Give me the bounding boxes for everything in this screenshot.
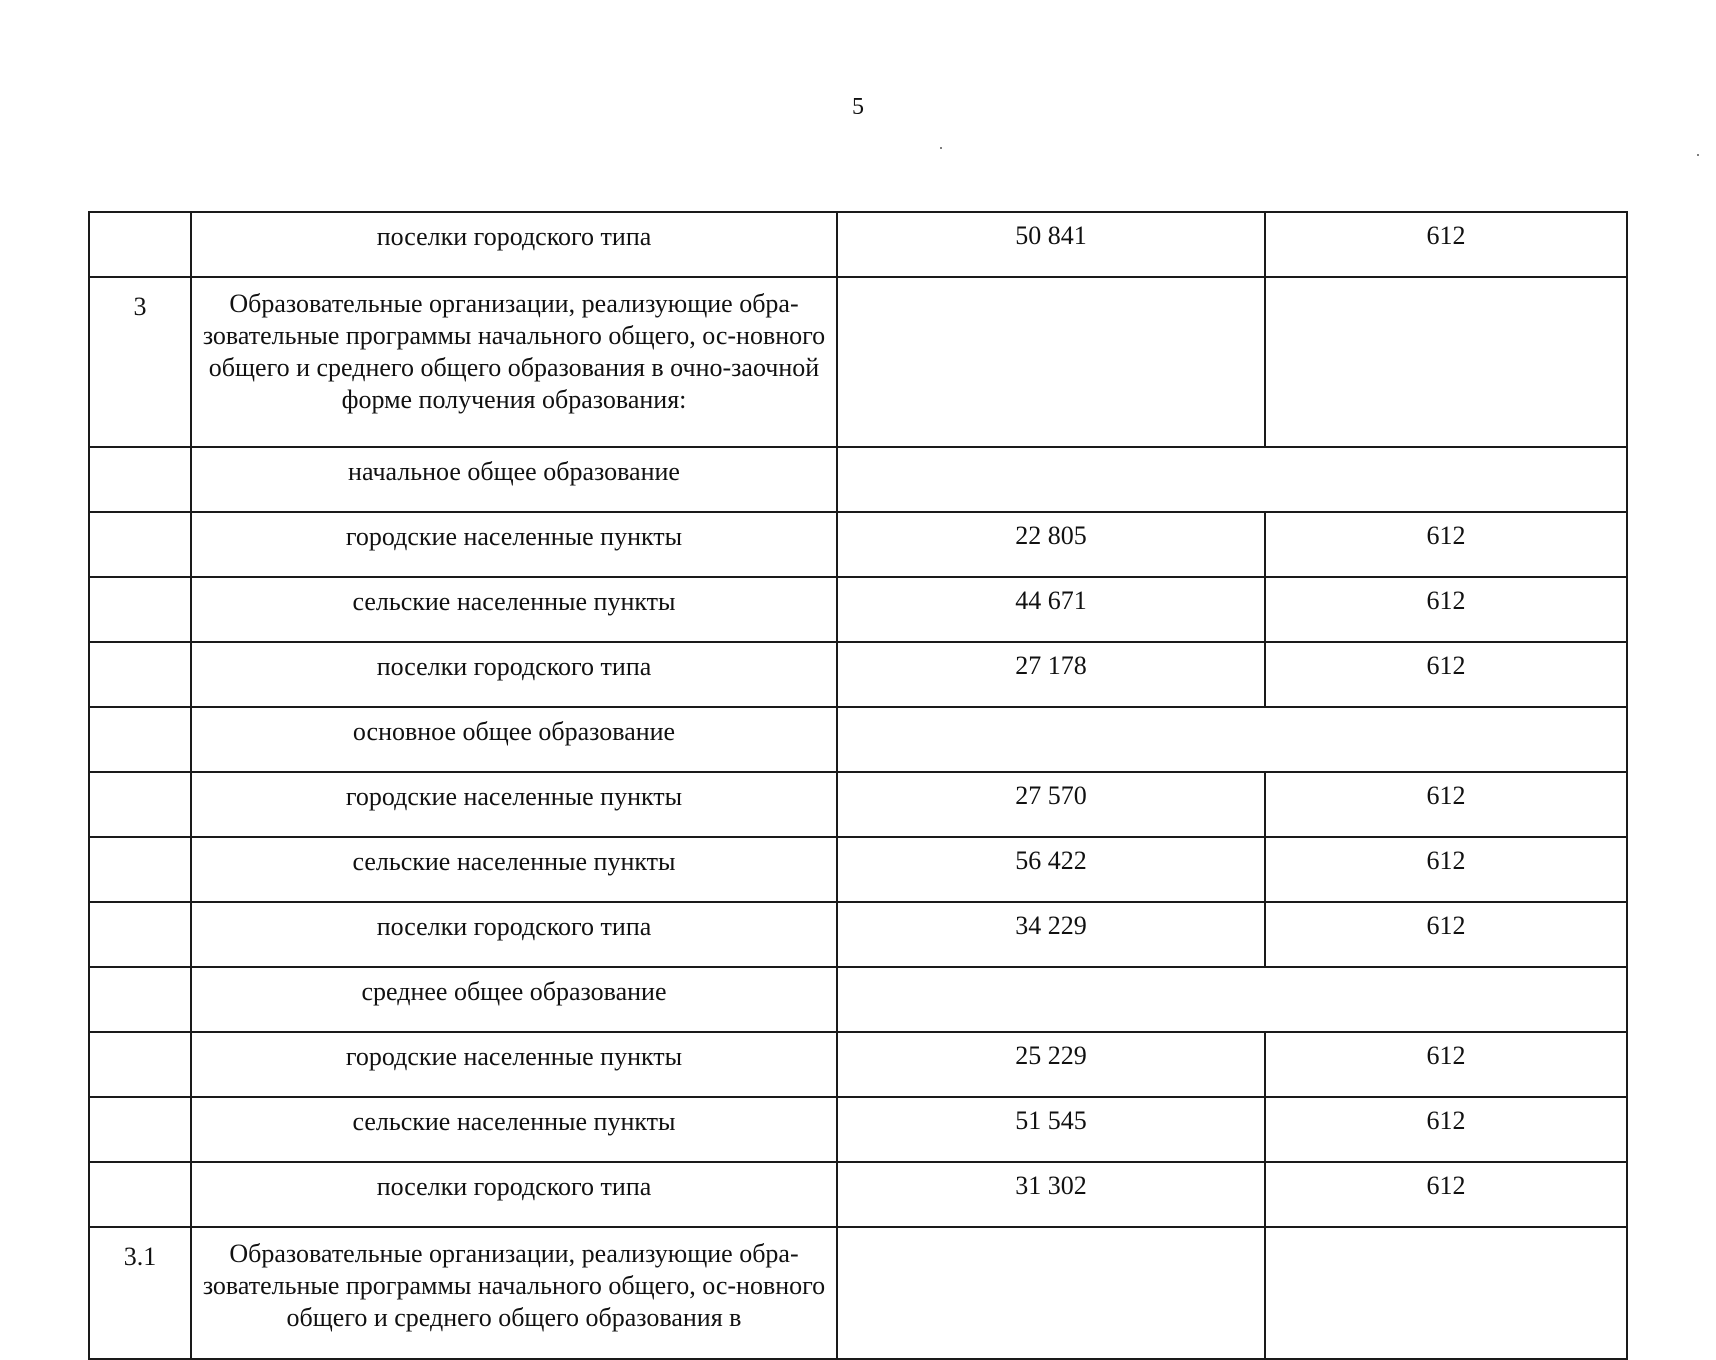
table-row xyxy=(89,212,1627,277)
row-number-cell xyxy=(89,902,191,967)
row-number-cell xyxy=(89,512,191,577)
page-number: 5 xyxy=(852,94,864,120)
row-name-cell: поселки городского типа xyxy=(191,1162,837,1227)
row-name-cell: поселки городского типа xyxy=(191,212,837,277)
coefficient-cell: 612 xyxy=(1265,772,1627,837)
row-number-cell xyxy=(89,967,191,1032)
row-name-cell: городские населенные пункты xyxy=(191,512,837,577)
row-number-cell xyxy=(89,1032,191,1097)
coefficient-cell: 612 xyxy=(1265,837,1627,902)
value-cell: 51 545 xyxy=(837,1097,1265,1162)
coefficient-cell: 612 xyxy=(1265,212,1627,277)
row-name-cell: сельские населенные пункты xyxy=(191,577,837,642)
value-cell xyxy=(837,277,1265,447)
table-row xyxy=(89,1227,1627,1359)
coefficient-cell: 612 xyxy=(1265,902,1627,967)
row-name-cell: городские населенные пункты xyxy=(191,772,837,837)
coefficient-cell: 612 xyxy=(1265,1097,1627,1162)
value-cell: 34 229 xyxy=(837,902,1265,967)
value-cell: 27 570 xyxy=(837,772,1265,837)
table-row xyxy=(89,837,1627,902)
value-cell: 50 841 xyxy=(837,212,1265,277)
row-number-cell xyxy=(89,447,191,512)
row-number-cell xyxy=(89,772,191,837)
row-number-cell xyxy=(89,642,191,707)
value-cell xyxy=(837,1227,1265,1359)
row-name-cell: сельские населенные пункты xyxy=(191,837,837,902)
value-cell: 22 805 xyxy=(837,512,1265,577)
table-row xyxy=(89,577,1627,642)
row-number-cell xyxy=(89,837,191,902)
merged-value-cell xyxy=(837,967,1627,1032)
row-name-cell: начальное общее образование xyxy=(191,447,837,512)
row-name-cell: основное общее образование xyxy=(191,707,837,772)
row-name-cell: Образовательные организации, реализующие обра-зовательные программы начального общего, ос-новного общего и среднего общего образования в очно-заочной форме получения образования: xyxy=(191,277,837,447)
table-row xyxy=(89,772,1627,837)
row-number-cell xyxy=(89,577,191,642)
merged-value-cell xyxy=(837,447,1627,512)
row-name-cell: Образовательные организации, реализующие обра-зовательные программы начального общего, ос-новного общего и среднего общего образования в xyxy=(191,1227,837,1359)
table-row xyxy=(89,277,1627,447)
table-row xyxy=(89,967,1627,1032)
table-row xyxy=(89,1097,1627,1162)
coefficient-cell: 612 xyxy=(1265,642,1627,707)
table-row xyxy=(89,1032,1627,1097)
row-name-cell: поселки городского типа xyxy=(191,642,837,707)
value-cell: 31 302 xyxy=(837,1162,1265,1227)
table-body xyxy=(89,212,1627,1359)
value-cell: 27 178 xyxy=(837,642,1265,707)
table-row xyxy=(89,512,1627,577)
value-cell: 44 671 xyxy=(837,577,1265,642)
value-cell: 56 422 xyxy=(837,837,1265,902)
table-row xyxy=(89,902,1627,967)
table-row xyxy=(89,447,1627,512)
row-number-cell xyxy=(89,1097,191,1162)
scan-speck xyxy=(940,147,942,149)
row-number-cell xyxy=(89,707,191,772)
row-name-cell: поселки городского типа xyxy=(191,902,837,967)
table-row xyxy=(89,642,1627,707)
coefficient-cell: 612 xyxy=(1265,1162,1627,1227)
coefficient-cell: 612 xyxy=(1265,1032,1627,1097)
row-number-cell xyxy=(89,1162,191,1227)
coefficient-cell: 612 xyxy=(1265,577,1627,642)
table-row xyxy=(89,1162,1627,1227)
table-row xyxy=(89,707,1627,772)
row-name-cell: сельские населенные пункты xyxy=(191,1097,837,1162)
row-number-cell: 3.1 xyxy=(89,1227,191,1359)
coefficient-cell xyxy=(1265,277,1627,447)
row-name-cell: среднее общее образование xyxy=(191,967,837,1032)
merged-value-cell xyxy=(837,707,1627,772)
row-number-cell xyxy=(89,212,191,277)
value-cell: 25 229 xyxy=(837,1032,1265,1097)
coefficient-cell xyxy=(1265,1227,1627,1359)
row-number-cell: 3 xyxy=(89,277,191,447)
scan-speck xyxy=(1697,154,1699,156)
row-name-cell: городские населенные пункты xyxy=(191,1032,837,1097)
tariff-table xyxy=(88,211,1628,1360)
coefficient-cell: 612 xyxy=(1265,512,1627,577)
